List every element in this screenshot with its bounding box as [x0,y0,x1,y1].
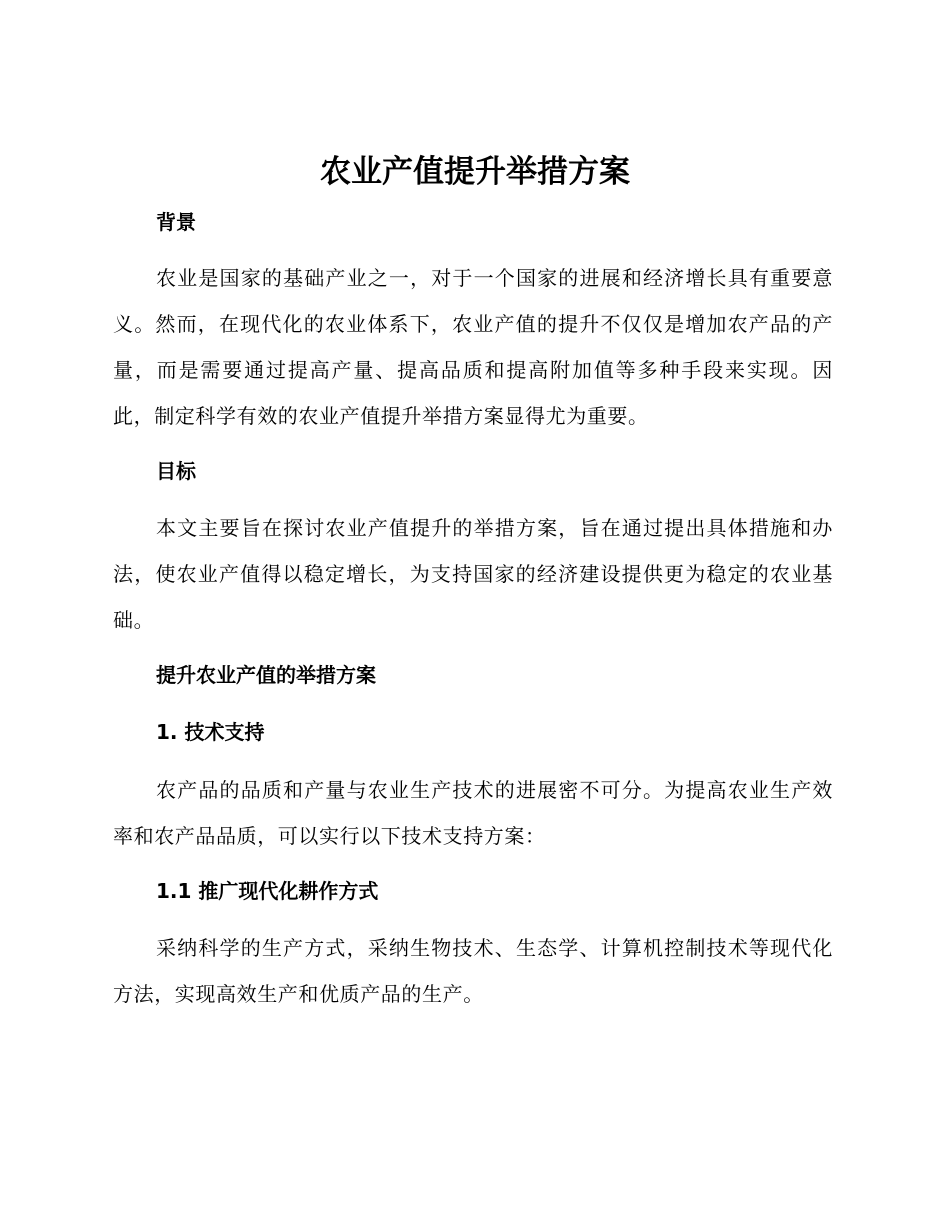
section-heading-goal: 目标 [156,459,196,483]
section-body-background: 农业是国家的基础产业之一，对于一个国家的进展和经济增长具有重要意义。然而，在现代化的农业体系下，农业产值的提升不仅仅是增加农产品的产量，而是需要通过提高产量、提高品质和提高附加值等多种手段来实现。因此，制定科学有效的农业产值提升举措方案显得尤为重要。 [113,266,833,428]
section-heading-plan: 提升农业产值的举措方案 [156,663,376,687]
subsection-body-modern-farming: 采纳科学的生产方式，采纳生物技术、生态学、计算机控制技术等现代化方法，实现高效生产和优质产品的生产。 [113,936,833,1006]
subsection-body-tech-support: 农产品的品质和产量与农业生产技术的进展密不可分。为提高农业生产效率和农产品品质，可以实行以下技术支持方案： [113,778,833,848]
subsection-heading-tech-support: 1. 技术支持 [156,720,265,744]
section-body-goal: 本文主要旨在探讨农业产值提升的举措方案，旨在通过提出具体措施和办法，使农业产值得以稳定增长，为支持国家的经济建设提供更为稳定的农业基础。 [113,516,833,632]
section-heading-background: 背景 [156,210,196,234]
document-title: 农业产值提升举措方案 [320,154,630,190]
subsection-heading-modern-farming: 1.1 推广现代化耕作方式 [156,879,379,903]
